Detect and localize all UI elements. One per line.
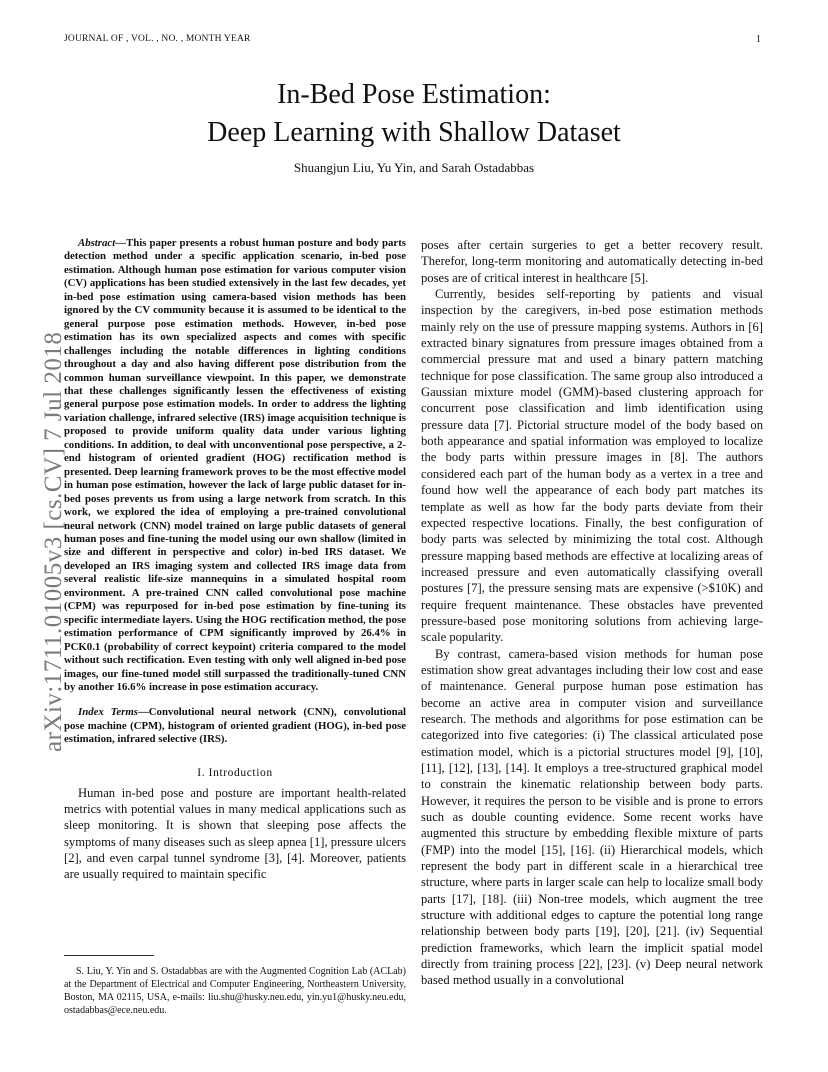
title-line-1: In-Bed Pose Estimation: (277, 79, 551, 110)
footnote-block (64, 965, 406, 1017)
running-header: JOURNAL OF , VOL. , NO. , MONTH YEAR (64, 34, 251, 44)
right-paragraph-2: Currently, besides self-reporting by patients and visual inspection by the caregivers, in-bed pose estimation methods mainly rely on the use of pressure mapping systems. Authors in [6] extracted binary signatures from pressure images obtained from a commercial pressure mat and used a binary pattern matching technique for pose classification. The same group also introduced a Gaussian mixture model (GMM)-based clustering approach for concurrent pose classification and limb identification using pressure data [7]. Pictorial structure model of the body based on both appearance and spatial information was employed to localize the body parts within pressure images in [8]. The authors considered each part of the human body as a vertex in a tree and found how well the appearance of each body part matches its template as well as how far the body parts deviate from their expected respective locations. Finally, the best configuration of body parts was selected by minimizing the total cost. Although pressure mapping based methods are effective at localizing areas of increased pressure and even automatically classifying overall postures [7], the pressure sensing mats are expensive (>$10K) and require frequent maintenance. These obstacles have prevented pressure-based pose monitoring solutions from achieving large-scale popularity. (421, 287, 763, 645)
title-line-2: Deep Learning with Shallow Dataset (207, 117, 621, 148)
abstract (64, 237, 406, 694)
index-terms-text: —Convolutional neural network (CNN), convolutional pose machine (CPM), histogram of oriented gradient (HOG), in-bed pose estimation, infrared selective (IRS). (64, 706, 406, 746)
index-terms-label: Index Terms (78, 706, 138, 719)
page-number: 1 (756, 34, 761, 45)
left-column (64, 237, 406, 883)
intro-paragraph: Human in-bed pose and posture are important health-related metrics with potential values in many medical applications such as sleep monitoring. It is shown that sleeping pose affects the symptoms of many diseases such as sleep apnea [1], pressure ulcers [2], and even carpal tunnel syndrome [3], [4]. Moreover, patients are usually required to maintain specific (64, 785, 406, 882)
right-column (421, 237, 763, 989)
right-paragraph-1: poses after certain surgeries to get a better recovery result. Therefor, long-term monitoring and automatically detecting in-bed poses are of critical interest in healthcare [5]. (421, 238, 763, 285)
arxiv-stamp: arXiv:1711.01005v3 [cs.CV] 7 Jul 2018 (40, 331, 67, 752)
section-heading-introduction: I. Introduction (197, 766, 273, 779)
abstract-label: Abstract (78, 237, 116, 249)
index-terms (64, 706, 406, 746)
right-paragraph-3: By contrast, camera-based vision methods for human pose estimation show great advantages including their low cost and ease of maintenance. General purpose human pose estimation has become an active area in computer vision and surveillance research. The methods and algorithms for pose estimation can be categorized into five categories: (i) The classical articulated pose estimation model, which is a pictorial structures model [9], [10], [11], [12], [13], [14]. It employs a tree-structured graphical model to constrain the kinematic relationship between body parts. However, it requires the person to be visible and is prone to errors such as double counting evidence. Some recent works have augmented this structure by embedding flexible mixture of parts (FMP) into the model [15], [16]. (ii) Hierarchical models, which represent the body part in different scale in a hierarchical tree structure, where parts in larger scale can help to localize small body parts [17], [18]. (iii) Non-tree models, which augment the tree structure with additional edges to capture the potential long range relationship between body parts [19], [20], [21]. (iv) Sequential prediction frameworks, which learn the implicit spatial model directly from training process [22], [23]. (v) Deep neural network based method usually in a convolutional (421, 646, 763, 988)
footnote-rule (64, 955, 154, 956)
paper-title (0, 76, 828, 152)
author-list: Shuangjun Liu, Yu Yin, and Sarah Ostadabbas (293, 160, 535, 175)
author-affiliation-footnote: S. Liu, Y. Yin and S. Ostadabbas are with the Augmented Cognition Lab (ACLab) at the Department of Electrical and Computer Engineering, Northeastern University, Boston, MA 02115, USA, e-mails: liu.shu@husky.neu.edu, yin.yu1@husky.neu.edu, ostadabbas@ece.neu.edu. (64, 966, 406, 1016)
abstract-text: —This paper presents a robust human posture and body parts detection method under a specific application scenario, in-bed pose estimation. Although human pose estimation for various computer vision (CV) applications has been studied extensively in the last few decades, yet in-bed pose estimation using camera-based vision methods has been ignored by the CV community because it is assumed to be identical to the general purpose pose estimation methods. However, in-bed pose estimation has its own specialized aspects and comes with specific challenges including the notable differences in lighting conditions throughout a day and also having different pose distribution from the common human surveillance viewpoint. In this paper, we demonstrate that these challenges significantly lessen the effectiveness of existing general purpose pose estimation models. In order to address the lighting variation challenge, infrared selective (IRS) image acquisition technique is proposed to provide uniform quality data under various lighting conditions. In addition, to deal with unconventional pose perspective, a 2-end histogram of oriented gradient (HOG) rectification method is presented. Deep learning framework proves to be the most effective model in human pose estimation, however the lack of large public dataset for in-bed poses prevents us from using a large network from scratch. In this work, we explored the idea of employing a pre-trained convolutional neural network (CNN) model trained on large public datasets of general human poses and fine-tuning the model using our own shallow (limited in size and different in perspective and color) in-bed IRS dataset. We developed an IRS imaging system and collected IRS image data from several realistic life-size mannequins in a simulated hospital room environment. A pre-trained CNN called convolutional pose machine (CPM) was repurposed for in-bed pose estimation by fine-tuning its specific intermediate layers. Using the HOG rectification method, the pose estimation performance of CPM significantly improved by 26.4% in PCK0.1 (probability of correct keypoint) criteria compared to the model without such rectification. Even testing with only well aligned in-bed pose images, our fine-tuned model still surpassed the traditionally-tuned CNN by another 16.6% increase in pose estimation accuracy. (64, 237, 406, 693)
